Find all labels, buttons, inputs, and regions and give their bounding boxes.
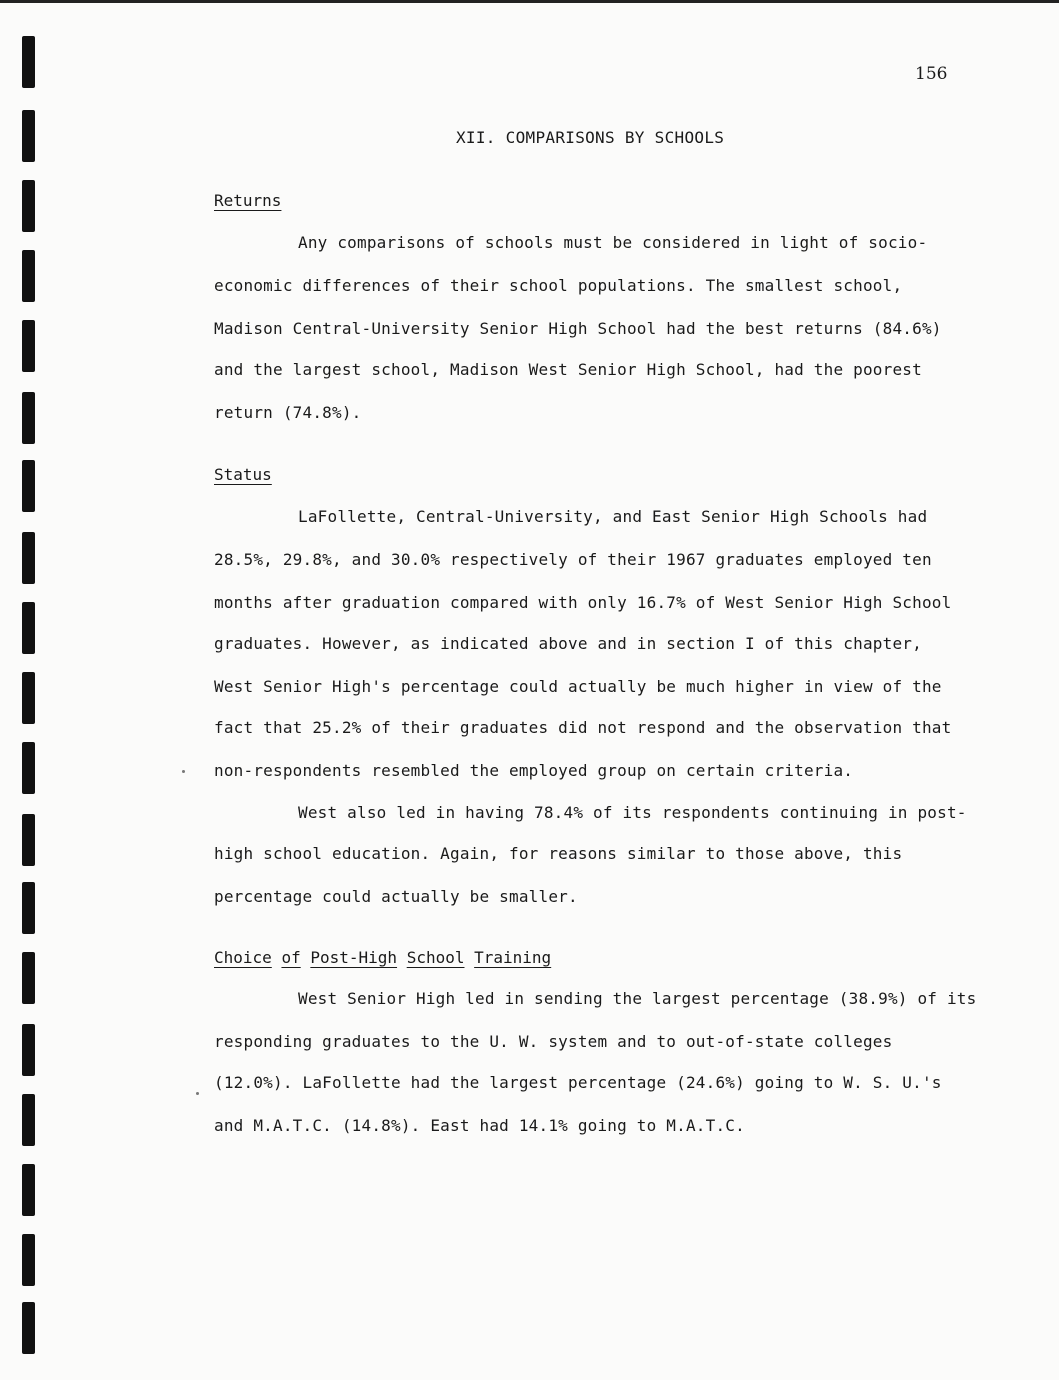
binding-mark (22, 1234, 35, 1286)
section-heading-returns (214, 191, 281, 210)
binding-mark (22, 602, 35, 654)
text-line: graduates. However, as indicated above and in section I of this chapter, (214, 634, 922, 653)
binding-mark (22, 952, 35, 1004)
text-line: Madison Central-University Senior High School had the best returns (84.6%) (214, 319, 942, 338)
heading-text: Status (214, 465, 272, 484)
binding-mark (22, 180, 35, 232)
text-line: economic differences of their school populations. The smallest school, (214, 276, 903, 295)
binding-mark (22, 882, 35, 934)
text-line: fact that 25.2% of their graduates did not respond and the observation that (214, 718, 952, 737)
text-line: percentage could actually be smaller. (214, 887, 578, 906)
page-number: 156 (915, 64, 948, 84)
heading-text: Returns (214, 191, 282, 210)
heading-word: School (406, 948, 465, 967)
heading-word: Post-High (310, 948, 398, 967)
text-line: months after graduation compared with only 16.7% of West Senior High School (214, 593, 952, 612)
section-heading-choice (214, 948, 551, 967)
binding-mark (22, 672, 35, 724)
paper-speck (182, 770, 185, 773)
heading-word: Choice (214, 948, 272, 967)
binding-mark (22, 36, 35, 88)
text-line: high school education. Again, for reasons similar to those above, this (214, 844, 903, 863)
heading-word: Training (474, 948, 552, 967)
binding-mark (22, 1302, 35, 1354)
chapter-title: XII. COMPARISONS BY SCHOOLS (456, 128, 725, 147)
text-line: West Senior High led in sending the largest percentage (38.9%) of its (298, 989, 977, 1008)
text-line: West Senior High's percentage could actually be much higher in view of the (214, 677, 942, 696)
binding-mark (22, 814, 35, 866)
text-line: and the largest school, Madison West Senior High School, had the poorest (214, 360, 922, 379)
heading-word: of (281, 948, 301, 967)
text-line: non-respondents resembled the employed group on certain criteria. (214, 761, 854, 780)
text-line: 28.5%, 29.8%, and 30.0% respectively of their 1967 graduates employed ten (214, 550, 932, 569)
binding-mark (22, 742, 35, 794)
paper-speck (196, 1092, 199, 1095)
text-line: West also led in having 78.4% of its respondents continuing in post- (298, 803, 967, 822)
text-line: Any comparisons of schools must be considered in light of socio- (298, 233, 928, 252)
binding-mark (22, 1024, 35, 1076)
binding-punch-marks (22, 36, 36, 1366)
text-line: and M.A.T.C. (14.8%). East had 14.1% going to M.A.T.C. (214, 1116, 745, 1135)
binding-mark (22, 320, 35, 372)
text-line: LaFollette, Central-University, and East Senior High Schools had (298, 507, 928, 526)
binding-mark (22, 250, 35, 302)
text-line: return (74.8%). (214, 403, 362, 422)
binding-mark (22, 392, 35, 444)
binding-mark (22, 1164, 35, 1216)
binding-mark (22, 1094, 35, 1146)
binding-mark (22, 110, 35, 162)
scan-top-edge (0, 0, 1059, 3)
binding-mark (22, 532, 35, 584)
text-line: responding graduates to the U. W. system and to out-of-state colleges (214, 1032, 893, 1051)
text-line: (12.0%). LaFollette had the largest percentage (24.6%) going to W. S. U.'s (214, 1073, 942, 1092)
binding-mark (22, 460, 35, 512)
section-heading-status (214, 465, 272, 484)
